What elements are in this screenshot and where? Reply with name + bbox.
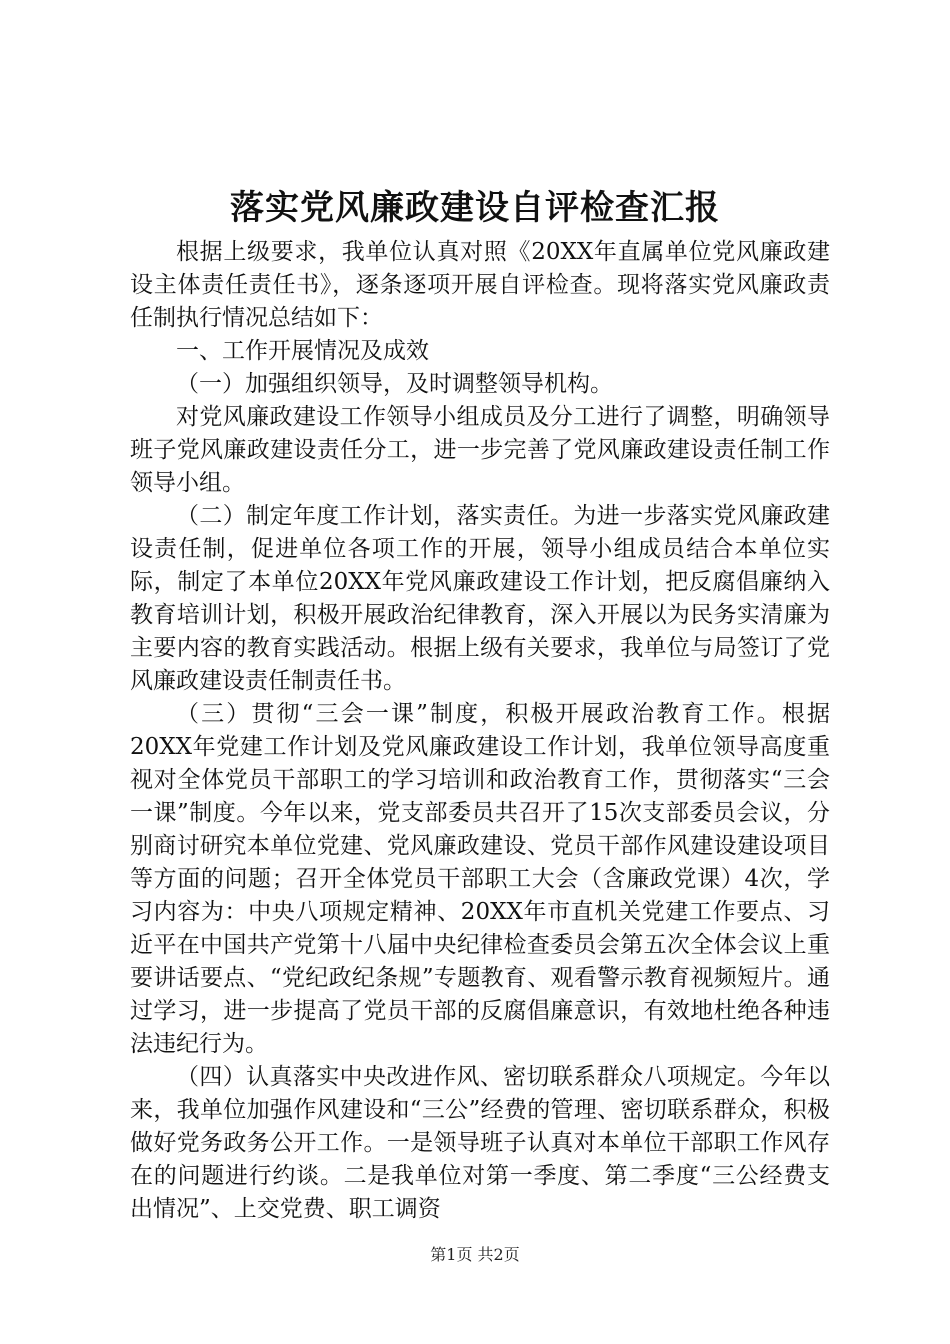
paragraph-work-plan: （二）制定年度工作计划，落实责任。为进一步落实党风廉政建设责任制，促进单位各项工作的开展，领导小组成员结合本单位实际，制定了本单位20XX年党风廉政建设工作计划，把反腐倡廉纳入教育培训计划，积极开展政治纪律教育，深入开展以为民务实清廉为主要内容的教育实践活动。根据上级有关要求，我单位与局签订了党风廉政建设责任制责任书。 (130, 503, 830, 694)
page-number-footer: 第1页 共2页 (430, 1245, 520, 1264)
paragraph-organization: 对党风廉政建设工作领导小组成员及分工进行了调整，明确领导班子党风廉政建设责任分工，进一步完善了党风廉政建设责任制工作领导小组。 (130, 404, 830, 496)
document-body (130, 236, 830, 1226)
paragraph-intro: 根据上级要求，我单位认真对照《20XX年直属单位党风廉政建设主体责任责任书》，逐条逐项开展自评检查。现将落实党风廉政责任制执行情况总结如下： (130, 239, 830, 331)
section-heading-1: 一、工作开展情况及成效 (176, 338, 429, 364)
paragraph-eight-rules: （四）认真落实中央改进作风、密切联系群众八项规定。今年以来，我单位加强作风建设和“三公”经费的管理、密切联系群众，积极做好党务政务公开工作。一是领导班子认真对本单位干部职工作风存在的问题进行约谈。二是我单位对第一季度、第二季度“三公经费支出情况”、上交党费、职工调资 (130, 1064, 830, 1222)
paragraph-political-education: （三）贯彻“三会一课”制度，积极开展政治教育工作。根据20XX年党建工作计划及党风廉政建设工作计划，我单位领导高度重视对全体党员干部职工的学习培训和政治教育工作，贯彻落实“三会一课”制度。今年以来，党支部委员共召开了15次支部委员会议，分别商讨研究本单位党建、党风廉政建设、党员干部作风建设建设项目等方面的问题；召开全体党员干部职工大会（含廉政党课）4次，学习内容为：中央八项规定精神、20XX年市直机关党建工作要点、习近平在中国共产党第十八届中央纪律检查委员会第五次全体会议上重要讲话要点、“党纪政纪条规”专题教育、观看警示教育视频短片。通过学习，进一步提高了党员干部的反腐倡廉意识，有效地杜绝各种违法违纪行为。 (130, 701, 830, 1057)
subsection-heading-1: （一）加强组织领导，及时调整领导机构。 (176, 371, 613, 397)
document-title: 落实党风廉政建设自评检查汇报 (230, 188, 720, 228)
